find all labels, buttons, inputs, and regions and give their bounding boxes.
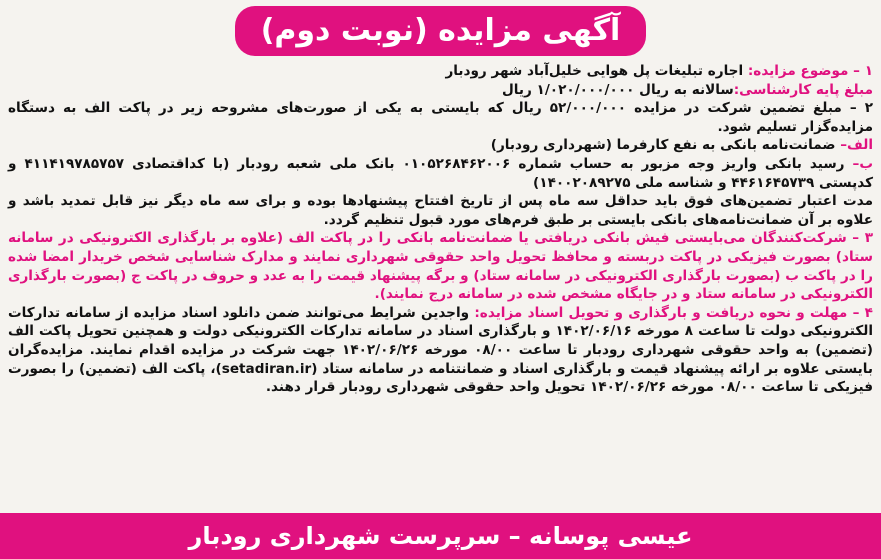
subject-text: اجاره تبلیغات پل هوایی خلیل‌آباد شهر رودبار xyxy=(445,63,748,79)
title-bar xyxy=(0,4,881,58)
base-price-text: سالانه به ریال ۱/۰۲۰/۰۰۰/۰۰۰ ریال xyxy=(501,81,734,98)
option-be-text: رسید بانکی واریز وجه مزبور به حساب شماره ۰۱۰۵۲۶۸۴۶۲۰۰۶ بانک ملی شعبه رودبار (با کداقتصادی ۴۱۱۴۱۹۷۸۵۷۵۷ و کدپستی ۴۴۶۱۶۴۵۷۳۹ و شناسه ملی ۱۴۰۰۲۰۸۹۲۷۵) xyxy=(8,155,873,191)
subject-label: ۱ – موضوع مزایده: xyxy=(747,63,873,79)
option-alef xyxy=(8,136,873,155)
item3-paragraph: ۳ – شرکت‌کنندگان می‌بایستی فیش بانکی دریافتی یا ضمانت‌نامه بانکی را در پاکت الف (علاوه بر بارگذاری الکترونیکی در سامانه ستاد) بصورت فیزیکی در پاکت دربسته و محافظ تحویل واحد حقوقی شهرداری نمایند و مدارک شناسایی شخص خریدار امضا شده را در پاکت ب (بصورت بارگذاری الکترونیکی در سامانه ستاد) و برگه پیشنهاد قیمت را به عدد و حروف در پاکت ج (بصورت بارگذاری الکترونیکی در سامانه ستاد و در جایگاه مشخص شده در سامانه درج نمایند). xyxy=(8,230,873,303)
item4-label: ۴ – مهلت و نحوه دریافت و بارگذاری و تحویل اسناد مزایده: xyxy=(474,304,873,321)
option-alef-text: ضمانت‌نامه بانکی به نفع کارفرما (شهرداری رودبار) xyxy=(490,137,841,154)
item4-paragraph xyxy=(8,304,873,397)
footer-signature: عیسی پوسانه – سرپرست شهرداری رودبار xyxy=(0,513,881,559)
subject-line xyxy=(8,62,873,81)
validity-paragraph: مدت اعتبار تضمین‌های فوق باید حداقل سه ماه پس از تاریخ افتتاح پیشنهادها بوده و برای سه ماه دیگر نیز قابل تمدید باشد و علاوه بر آن ضمانت‌نامه‌های بانکی بایستی بر طبق فرم‌های مورد قبول تنظیم گردد. xyxy=(8,193,873,228)
base-price-label: مبلغ پایه کارشناسی: xyxy=(733,81,873,98)
option-alef-label: الف– xyxy=(840,137,873,154)
base-price-line xyxy=(8,81,873,100)
page-title: آگهی مزایده (نوبت دوم) xyxy=(235,6,647,56)
ad-body xyxy=(8,62,873,397)
option-be xyxy=(8,155,873,192)
option-be-label: ب– xyxy=(852,155,873,172)
guarantee-paragraph: ۲ – مبلغ تضمین شرکت در مزایده ۵۲/۰۰۰/۰۰۰ ریال که بایستی به یکی از صورت‌های مشروحه زیر در پاکت الف به دستگاه مزایده‌گزار تسلیم شود. xyxy=(8,100,873,135)
item4-text: واجدین شرایط می‌توانند ضمن دانلود اسناد مزایده از سامانه تدارکات الکترونیکی دولت تا ساعت ۸ مورخه ۱۴۰۲/۰۶/۱۶ و بارگذاری اسناد در سامانه تدارکات الکترونیکی دولت و همچنین تحویل پاکت الف (تضمین) به واحد حقوقی شهرداری رودبار تا ساعت ۰۸/۰۰ مورخه ۱۴۰۲/۰۶/۲۶ جهت شرکت در مزایده اقدام نمایند. مزایده‌گران بایستی علاوه بر ارائه پیشنهاد قیمت و بارگذاری اسناد و ضمانتنامه در سامانه ستاد (setadiran.ir)، پاکت الف (تضمین) را بصورت فیزیکی تا ساعت ۰۸/۰۰ مورخه ۱۴۰۲/۰۶/۲۶ تحویل واحد حقوقی شهرداری رودبار قرار دهند. xyxy=(8,304,874,396)
